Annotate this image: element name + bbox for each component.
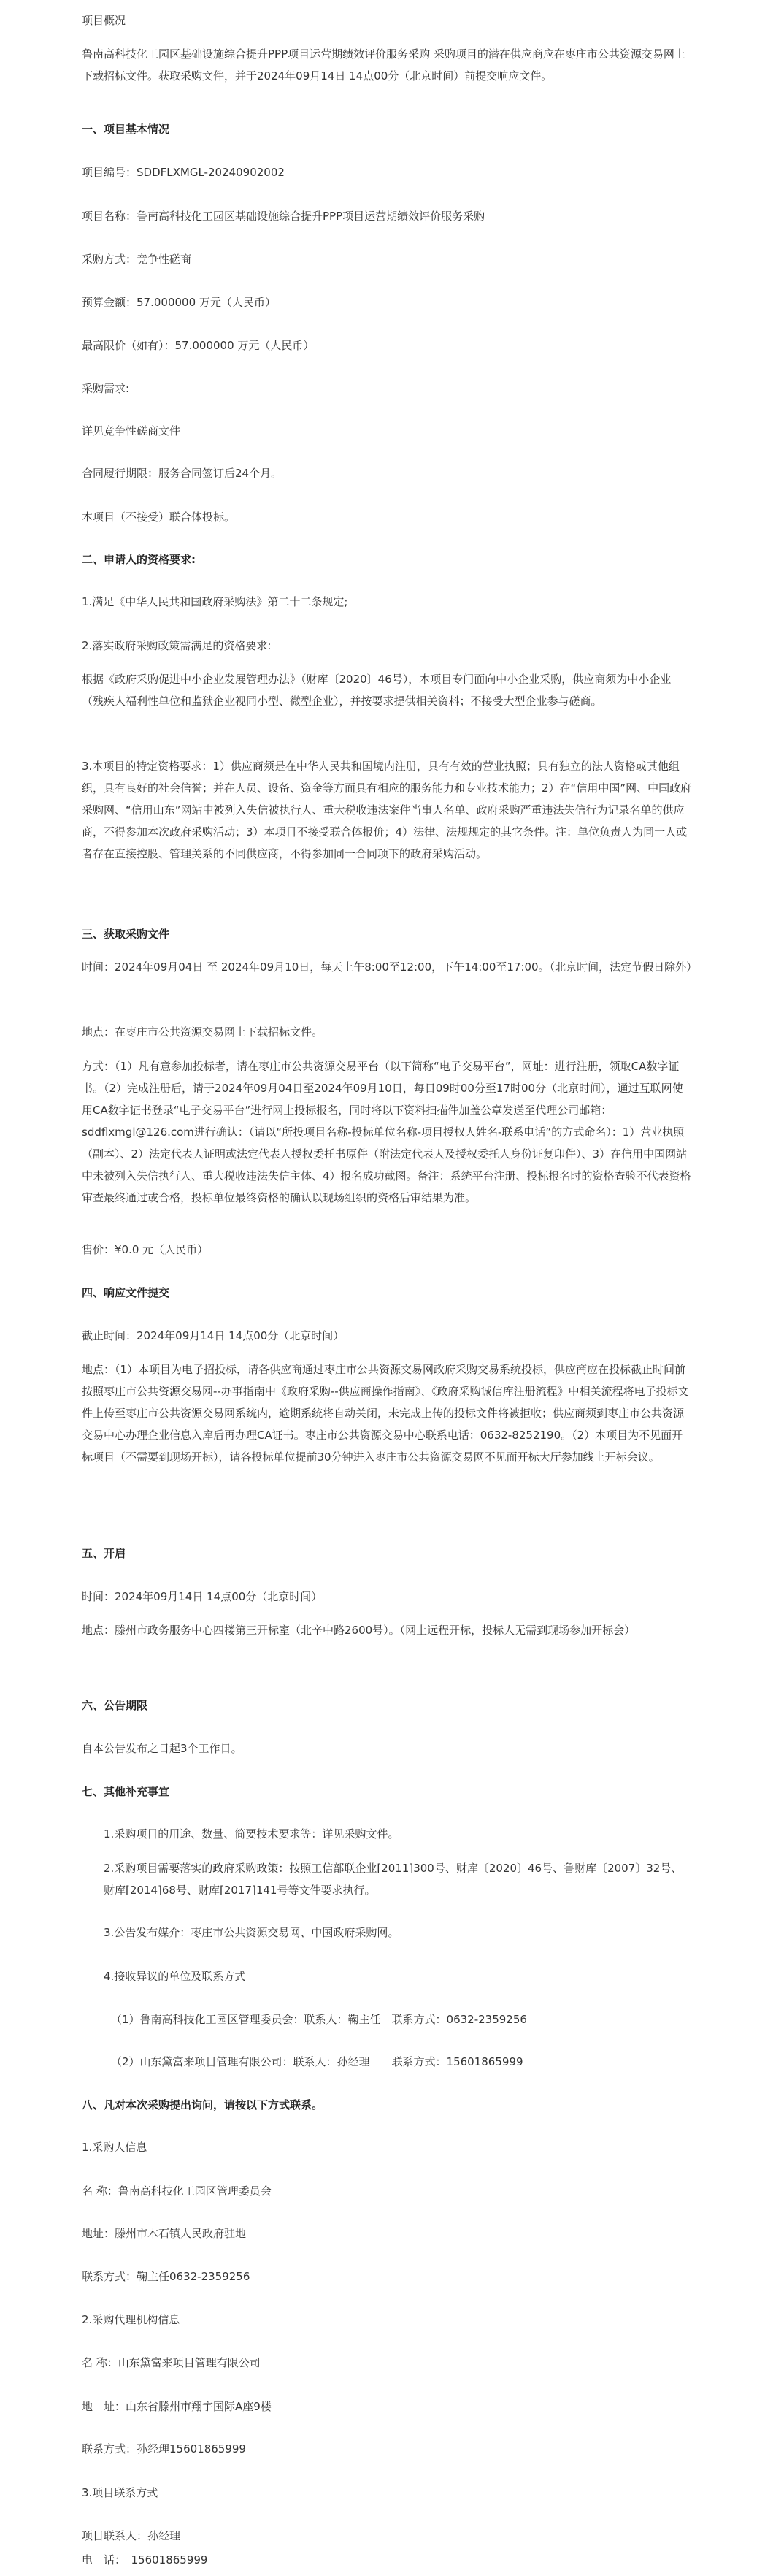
objection-contact-2: （2）山东黛富来项目管理有限公司：联系人：孙经理 联系方式：15601865999 xyxy=(111,2055,523,2068)
opening-place: 地点：滕州市政务服务中心四楼第三开标室（北辛中路2600号）。（网上远程开标，投标人无需到现场参加开标会） xyxy=(82,1624,636,1637)
buyer-name: 名 称：鲁南高科技化工园区管理委员会 xyxy=(82,2185,272,2198)
supplement-2: 2.采购项目需要落实的政府采购政策：按照工信部联企业[2011]300号、财库〔2020〕46号、鲁财库〔2007〕32号、财库[2014]68号、财库[2017]141号等文件要求执行。 xyxy=(104,1862,683,1897)
submit-deadline: 截止时间：2024年09月14日 14点00分（北京时间） xyxy=(82,1329,345,1342)
obtain-way: 方式：（1）凡有意参加投标者，请在枣庄市公共资源交易平台（以下简称“电子交易平台”，网址：进行注册，领取CA数字证书。（2）完成注册后，请于2024年09月04日至2024年09月10日，每日09时00分至17时00分（北京时间），通过互联网使用CA数字证书登录“电子交易平台”进行网上投标报名，同时将以下资料扫描件加盖公章发送至代理公司邮箱：sddflxmgl@126.com进行确认：（请以“所投项目名称-投标单位名称-项目授权人姓名-联系电话”的方式命名）：1）营业执照（副本）、2）法定代表人证明或法定代表人授权委托书原件（附法定代表人及授权委托人身份证复印件）、3）在信用中国网站中未被列入失信执行人、重大税收违法失信主体、4）报名成功截图。备注：系统平台注册、投标报名时的资格查验不代表资格审查最终通过或合格，投标单位最终资格的确认以现场组织的资格后审结果为准。 xyxy=(82,1060,691,1204)
needs-detail: 详见竞争性磋商文件 xyxy=(82,424,181,437)
agent-label: 2.采购代理机构信息 xyxy=(82,2313,180,2326)
notice-period: 自本公告发布之日起3个工作日。 xyxy=(82,1742,242,1755)
submit-place: 地点：（1）本项目为电子招投标，请各供应商通过枣庄市公共资源交易网政府采购交易系统投标，供应商应在投标截止时间前按照枣庄市公共资源交易网--办事指南中《政府采购--供应商操作指南》、《政府采购诚信库注册流程》中相关流程将电子投标文件上传至枣庄市公共资源交易网系统内，逾期系统将自动关闭，未完成上传的投标文件将被拒收；供应商须到枣庄市公共资源交易中心办理企业信息入库后再办理CA证书。枣庄市公共资源交易中心联系电话：0632-8252190。（2）本项目为不见面开标项目（不需要到现场开标），请各投标单位提前30分钟进入枣庄市公共资源交易网不见面开标大厅参加线上开标会议。 xyxy=(82,1363,689,1464)
contract-term: 合同履行期限：服务合同签订后24个月。 xyxy=(82,467,282,480)
budget-amount: 预算金额：57.000000 万元（人民币） xyxy=(82,296,276,309)
obtain-place: 地点：在枣庄市公共资源交易网上下载招标文件。 xyxy=(82,1025,323,1039)
supplement-1: 1.采购项目的用途、数量、简要技术要求等：详见采购文件。 xyxy=(104,1827,399,1841)
procurement-method: 采购方式：竞争性磋商 xyxy=(82,253,192,266)
agent-address: 地 址：山东省滕州市翔宇国际A座9楼 xyxy=(82,2400,272,2413)
obtain-time: 时间：2024年09月04日 至 2024年09月10日，每天上午8:00至12:00，下午14:00至17:00。（北京时间，法定节假日除外） xyxy=(82,960,698,974)
buyer-label: 1.采购人信息 xyxy=(82,2141,147,2154)
agent-name: 名 称：山东黛富来项目管理有限公司 xyxy=(82,2356,261,2369)
section-8-heading: 八、凡对本次采购提出询问，请按以下方式联系。 xyxy=(82,2098,323,2111)
needs-label: 采购需求: xyxy=(82,382,130,395)
supplement-4: 4.接收异议的单位及联系方式 xyxy=(104,1970,246,1983)
overview-label: 项目概况 xyxy=(82,14,126,27)
section-5-heading: 五、开启 xyxy=(82,1547,126,1560)
project-contact-phone: 电 话： 15601865999 xyxy=(82,2553,208,2567)
project-contact-person: 项目联系人：孙经理 xyxy=(82,2529,181,2542)
section-2-heading: 二、申请人的资格要求: xyxy=(82,553,196,566)
max-price: 最高限价（如有）：57.000000 万元（人民币） xyxy=(82,339,315,352)
agent-contact: 联系方式：孙经理15601865999 xyxy=(82,2442,246,2455)
qualification-1: 1.满足《中华人民共和国政府采购法》第二十二条规定; xyxy=(82,595,348,608)
project-number: 项目编号：SDDFLXMGL-20240902002 xyxy=(82,166,285,179)
opening-time: 时间：2024年09月14日 14点00分（北京时间） xyxy=(82,1590,323,1603)
buyer-address: 地址：滕州市木石镇人民政府驻地 xyxy=(82,2227,247,2240)
project-name: 项目名称：鲁南高科技化工园区基础设施综合提升PPP项目运营期绩效评价服务采购 xyxy=(82,210,485,223)
qualification-2: 2.落实政府采购政策需满足的资格要求: xyxy=(82,639,272,652)
qualification-policy: 根据《政府采购促进中小企业发展管理办法》（财库〔2020〕46号），本项目专门面向中小企业采购，供应商须为中小企业（残疾人福利性单位和监狱企业视同小型、微型企业），并按要求提供相关资料；不接受大型企业参与磋商。 xyxy=(82,673,672,708)
buyer-contact: 联系方式：鞠主任0632-2359256 xyxy=(82,2270,250,2283)
overview-text: 鲁南高科技化工园区基础设施综合提升PPP项目运营期绩效评价服务采购 采购项目的潜在供应商应在枣庄市公共资源交易网上下载招标文件。获取采购文件，并于2024年09月14日 14点00分（北京时间）前提交响应文件。 xyxy=(82,47,685,83)
supplement-3: 3.公告发布媒介：枣庄市公共资源交易网、中国政府采购网。 xyxy=(104,1926,399,1939)
objection-contact-1: （1）鲁南高科技化工园区管理委员会：联系人：鞠主任 联系方式：0632-2359256 xyxy=(111,2013,527,2026)
section-1-heading: 一、项目基本情况 xyxy=(82,123,170,136)
document-price: 售价：¥0.0 元（人民币） xyxy=(82,1243,209,1256)
section-4-heading: 四、响应文件提交 xyxy=(82,1286,170,1299)
consortium-note: 本项目（不接受）联合体投标。 xyxy=(82,511,236,524)
section-6-heading: 六、公告期限 xyxy=(82,1699,148,1712)
section-3-heading: 三、获取采购文件 xyxy=(82,928,170,941)
project-contact-label: 3.项目联系方式 xyxy=(82,2486,158,2499)
qualification-3: 3.本项目的特定资格要求：1）供应商须是在中华人民共和国境内注册，具有有效的营业执照；具有独立的法人资格或其他组织，具有良好的社会信誉；并在人员、设备、资金等方面具有相应的服务能力和专业技术能力；2）在“信用中国”网、中国政府采购网、“信用山东”网站中被列入失信被执行人、重大税收违法案件当事人名单、政府采购严重违法失信行为记录名单的供应商，不得参加本次政府采购活动；3）本项目不接受联合体报价；4）法律、法规规定的其它条件。注：单位负责人为同一人或者存在直接控股、管理关系的不同供应商，不得参加同一合同项下的政府采购活动。 xyxy=(82,760,692,860)
section-7-heading: 七、其他补充事宜 xyxy=(82,1785,170,1798)
